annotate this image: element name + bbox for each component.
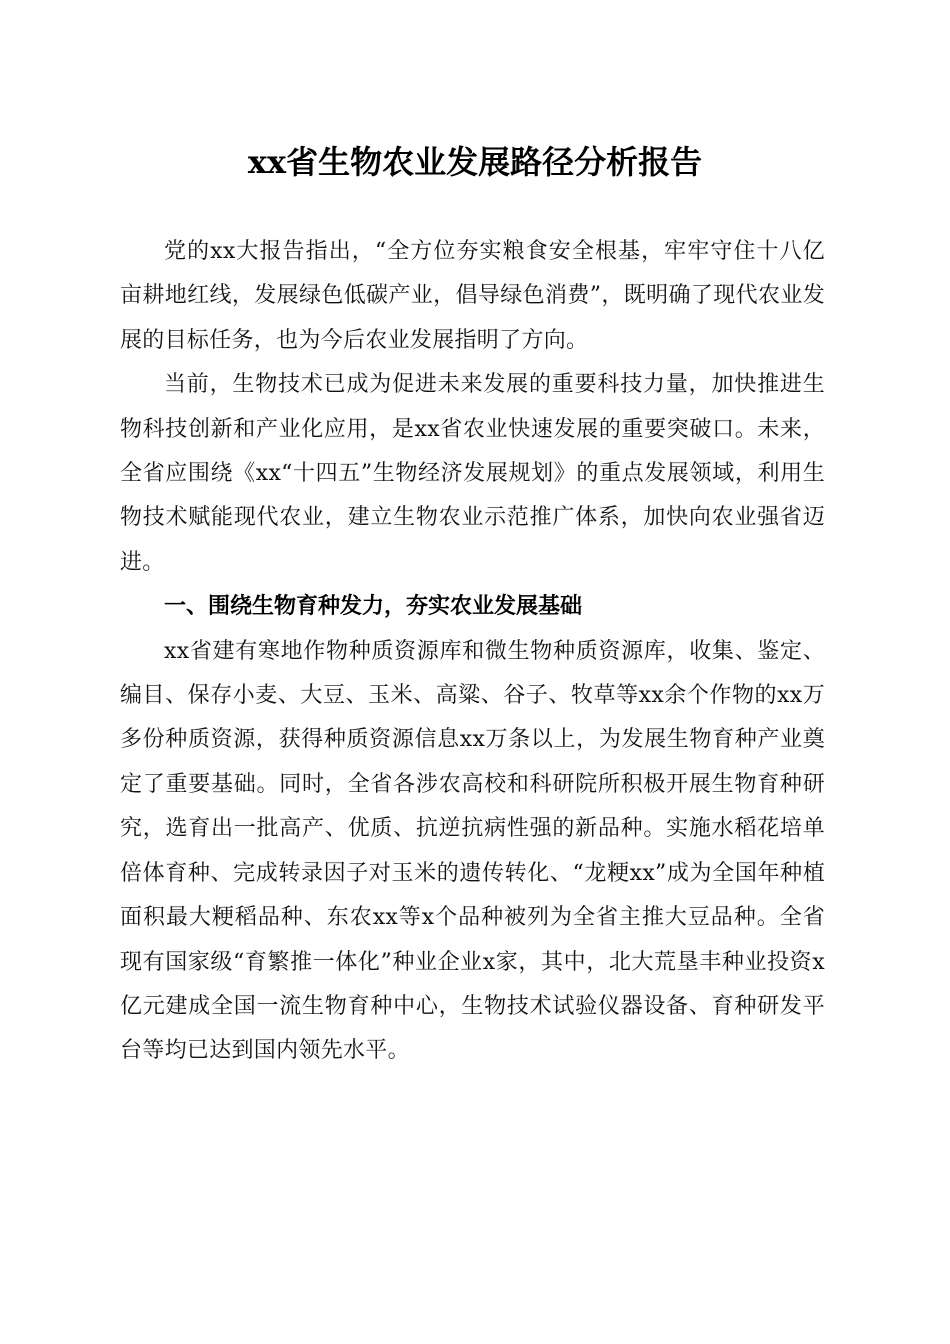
- section-1-heading: 一、围绕生物育种发力，夯实农业发展基础: [164, 594, 583, 620]
- intro-paragraph-1: 党的xx大报告指出，“全方位夯实粮食安全根基，牢牢守住十八亿亩耕地红线，发展绿色低碳产业，倡导绿色消费”，既明确了现代农业发展的目标任务，也为今后农业发展指明了方向。: [120, 239, 825, 353]
- document-title: xx省生物农业发展路径分析报告: [247, 143, 703, 181]
- intro-paragraph-2: 当前，生物技术已成为促进未来发展的重要科技力量，加快推进生物科技创新和产业化应用，是xx省农业快速发展的重要突破口。未来，全省应围绕《xx“十四五”生物经济发展规划》的重点发展领域，利用生物技术赋能现代农业，建立生物农业示范推广体系，加快向农业强省迈进。: [120, 372, 825, 575]
- document-body: [120, 230, 825, 1074]
- section-1-paragraph: xx省建有寒地作物种质资源库和微生物种质资源库，收集、鉴定、编目、保存小麦、大豆、玉米、高粱、谷子、牧草等xx余个作物的xx万多份种质资源，获得种质资源信息xx万条以上，为发展生物育种产业奠定了重要基础。同时，全省各涉农高校和科研院所积极开展生物育种研究，选育出一批高产、优质、抗逆抗病性强的新品种。实施水稻花培单倍体育种、完成转录因子对玉米的遗传转化、“龙粳xx”成为全国年种植面积最大粳稻品种、东农xx等x个品种被列为全省主推大豆品种。全省现有国家级“育繁推一体化”种业企业x家，其中，北大荒垦丰种业投资x亿元建成全国一流生物育种中心，生物技术试验仪器设备、育种研发平台等均已达到国内领先水平。: [120, 638, 825, 1064]
